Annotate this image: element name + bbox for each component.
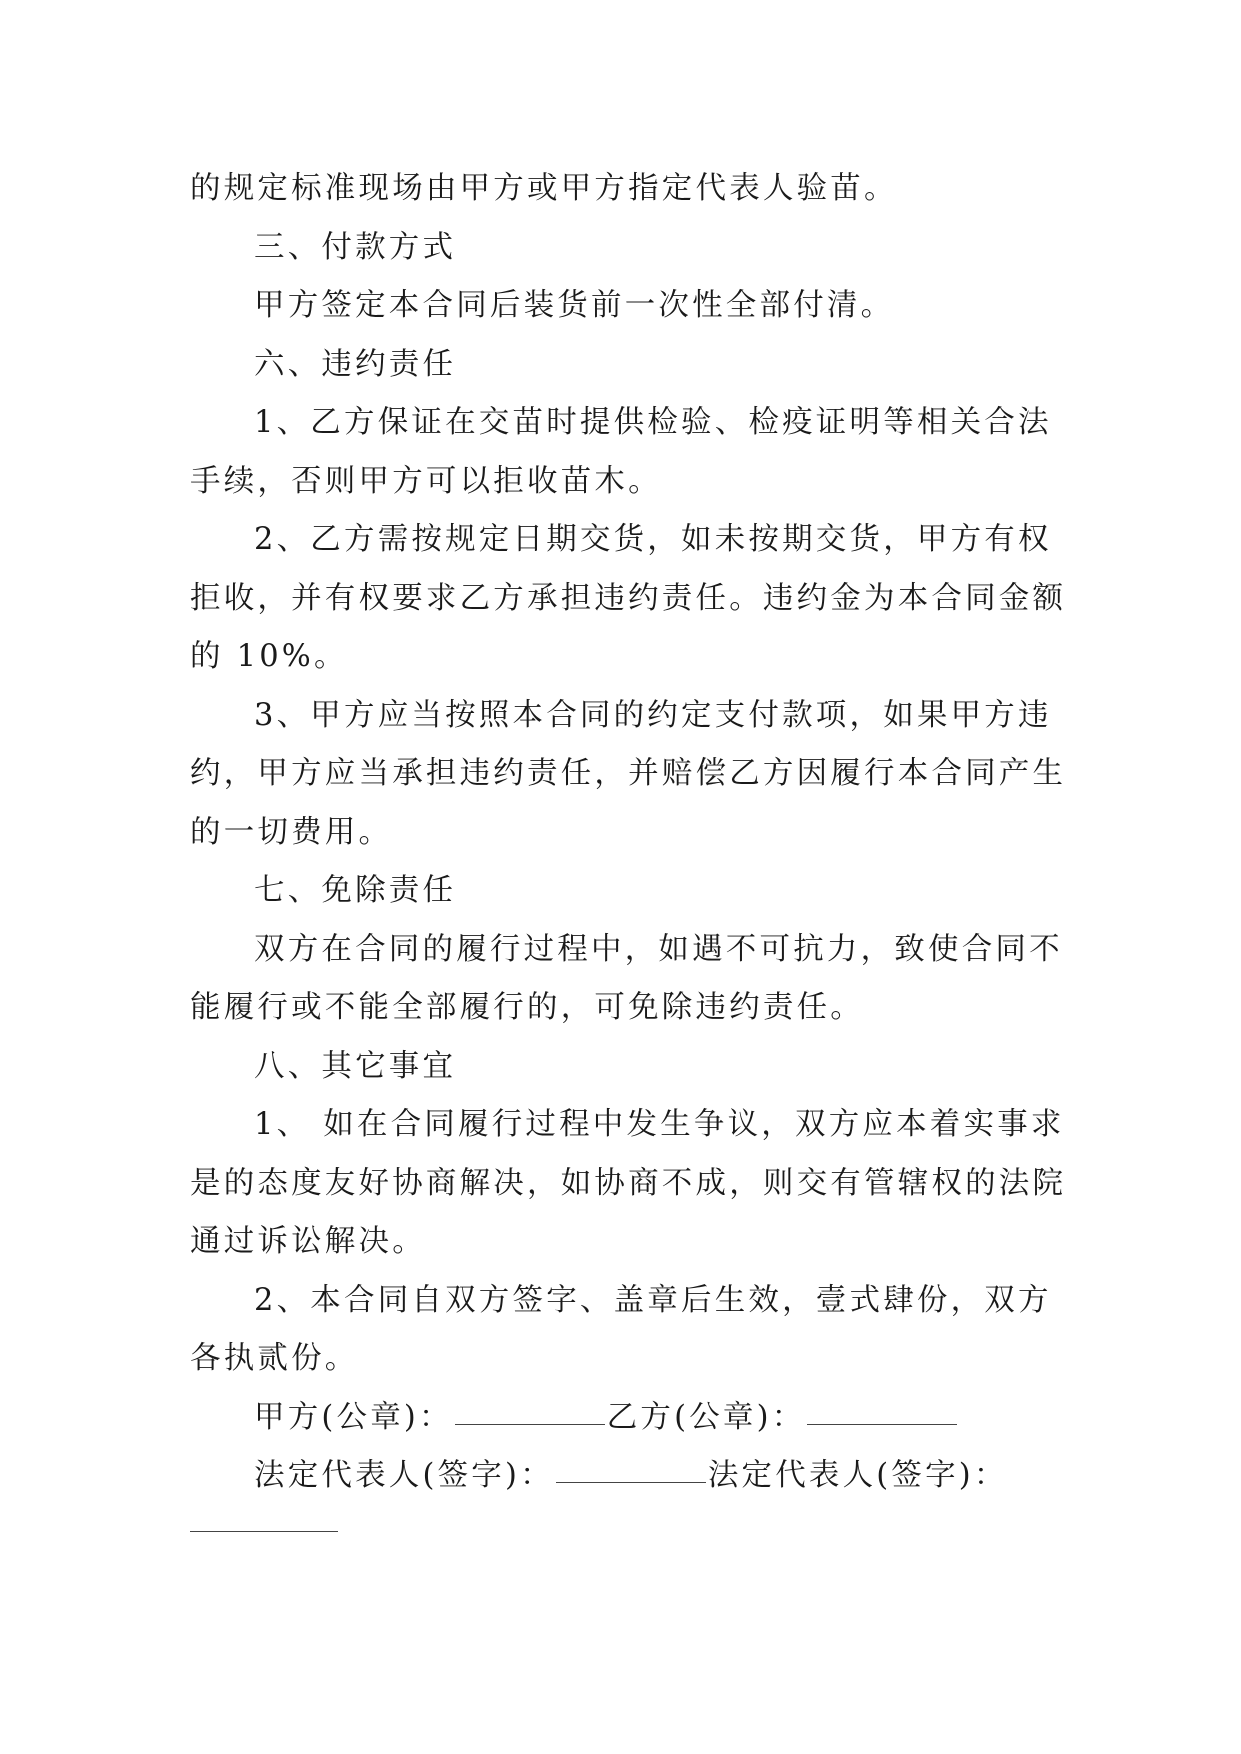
clause-text-line: 1、乙方保证在交苗时提供检验、检疫证明等相关合法	[254, 405, 1052, 440]
section-heading-other-matters: 八、其它事宜	[254, 1048, 457, 1084]
document-page	[190, 160, 1067, 1532]
section-heading-exemption: 七、免除责任	[254, 873, 457, 908]
party-a-seal-blank[interactable]	[455, 1423, 605, 1425]
party-b-representative-blank[interactable]	[190, 1531, 338, 1532]
party-b-representative-label: 法定代表人(签字)：	[707, 1458, 1008, 1493]
section-heading-liability: 六、违约责任	[254, 346, 457, 382]
clause-text-line: 2、本合同自双方签字、盖章后生效，壹式肆份，双方	[254, 1282, 1052, 1318]
party-b-seal-blank[interactable]	[807, 1423, 957, 1425]
clause-text-line: 通过诉讼解决。	[190, 1224, 426, 1259]
clause-text-line: 是的态度友好协商解决，如协商不成，则交有管辖权的法院	[190, 1165, 1067, 1201]
clause-text-line: 各执贰份。	[190, 1341, 359, 1376]
clause-text-line: 的一切费用。	[190, 814, 393, 850]
clause-text-line: 约，甲方应当承担违约责任，并赔偿乙方因履行本合同产生	[190, 756, 1067, 791]
signature-seal-row	[190, 1389, 1058, 1448]
section-heading-payment: 三、付款方式	[254, 229, 457, 265]
body-text-line: 甲方签定本合同后装货前一次性全部付清。	[254, 288, 895, 323]
signature-representative-row	[190, 1447, 1058, 1506]
body-text-line: 的规定标准现场由甲方或甲方指定代表人验苗。	[190, 171, 898, 206]
clause-text-line: 能履行或不能全部履行的，可免除违约责任。	[190, 990, 864, 1025]
clause-text-line: 双方在合同的履行过程中，如遇不可抗力，致使合同不	[254, 931, 1063, 967]
party-a-representative-label: 法定代表人(签字)：	[254, 1458, 554, 1493]
clause-text-line: 的 10%。	[190, 639, 348, 674]
party-a-representative-blank[interactable]	[556, 1481, 706, 1483]
clause-text-line: 2、乙方需按规定日期交货，如未按期交货，甲方有权	[254, 522, 1052, 557]
party-b-seal-label: 乙方(公章)：	[606, 1399, 806, 1435]
clause-text-line: 拒收，并有权要求乙方承担违约责任。违约金为本合同金额	[190, 580, 1067, 616]
clause-text-line: 手续，否则甲方可以拒收苗木。	[190, 463, 662, 499]
clause-text-line: 3、甲方应当按照本合同的约定支付款项，如果甲方违	[254, 697, 1052, 733]
clause-text-line: 1、 如在合同履行过程中发生争议，双方应本着实事求	[254, 1107, 1065, 1142]
party-a-seal-label: 甲方(公章)：	[254, 1399, 453, 1435]
